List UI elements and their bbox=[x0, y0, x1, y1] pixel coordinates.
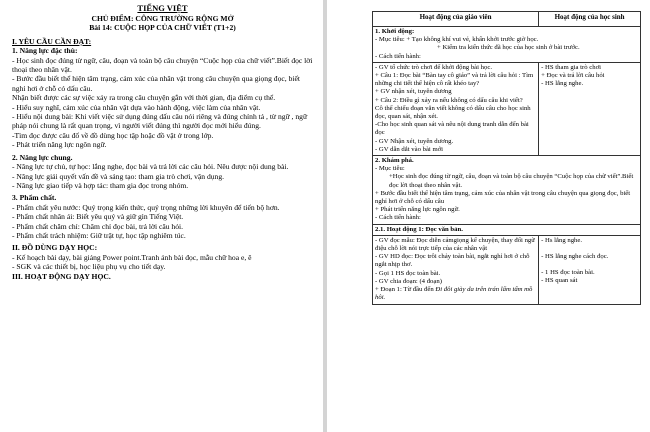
row-line: - HS lắng nghe. bbox=[541, 80, 584, 88]
subject-title: TIẾNG VIỆT bbox=[137, 3, 188, 13]
paragraph: - SGK và các thiết bị, học liệu phụ vụ cho tiết dạy. bbox=[12, 262, 166, 272]
header-student: Hoạt động của học sinh bbox=[539, 12, 641, 27]
paragraph: - Phát triển năng lực ngôn ngữ. bbox=[12, 140, 107, 150]
table-header-row bbox=[373, 12, 641, 27]
theme-heading: CHỦ ĐIỂM: CÔNG TRƯỜNG RỘNG MỞ bbox=[91, 14, 234, 23]
row-line: - GV đọc mẫu: Đọc diễn cảmgiọng kể chuyện, thay đổi ngữ điệu chỗ lời nói trực tiếp của các nhân vật bbox=[375, 236, 535, 253]
row-line: - GV dẫn dắt vào bài mới bbox=[375, 145, 444, 153]
paragraph: - Kế hoạch bài dạy, bài giảng Power point.Tranh ảnh bài đọc, mẫu chữ hoa e, ê bbox=[12, 252, 252, 262]
cell-teacher bbox=[373, 62, 539, 155]
lesson-activity-table bbox=[372, 11, 641, 305]
paragraph-label: + Đoạn 1: Từ đầu đến bbox=[375, 286, 434, 294]
paragraph: - Hiểu nội dung bài: Khi viết việc sử dụng đúng dấu câu nói riêng và đúng chính tả , từ ngữ , ngữ pháp nói chung là rất quan trọng, vì người viết đúng thì người đọc mới hiểu đúng. bbox=[12, 112, 308, 131]
lesson-heading: Bài 14: CUỘC HỌP CỦA CHỮ VIẾT (T1+2) bbox=[89, 23, 236, 33]
row-line: + Bước đầu biết thể hiện tâm trạng, cảm xúc của nhân vật trong câu chuyện qua giọng đọc, biết nghỉ hơi ở chỗ có dấu câu bbox=[375, 189, 631, 206]
row-line: - HS quan sát bbox=[541, 277, 578, 285]
document-page-right bbox=[327, 0, 650, 432]
row-title: 2. Khám phá. bbox=[375, 157, 414, 165]
row-line: - Cách tiến hành: bbox=[375, 52, 421, 60]
row-line: - Cách tiến hành: bbox=[375, 214, 421, 222]
table-row bbox=[373, 224, 641, 235]
paragraph: - Phẩm chất chăm chỉ: Chăm chỉ đọc bài, trả lời câu hỏi. bbox=[12, 221, 184, 231]
table-row bbox=[373, 235, 641, 304]
table-row bbox=[373, 156, 641, 225]
row-line: - GV tổ chức trò chơi để khởi động bài học. bbox=[375, 63, 492, 71]
row-line: -Cho học sinh quan sát và nêu nội dung tranh dẫn đến bài đọc bbox=[375, 121, 529, 137]
row-line: + Kiểm tra kiến thức đã học của học sinh ở bài trước. bbox=[437, 44, 580, 52]
row-line: +Học sinh đọc đúng từ ngữ, câu, đoạn và toàn bộ câu chuyện “Cuộc họp của chữ viết”.Biết đọc lời thoại theo nhân vật. bbox=[389, 173, 634, 189]
paragraph: - Năng lực giao tiếp và hợp tác: tham gia đọc trong nhóm. bbox=[12, 180, 189, 190]
paragraph: - Phẩm chất yêu nước: Quý trọng kiến thức, quý trọng những lời khuyên để tiến bộ hơn. bbox=[12, 202, 280, 212]
row-line: + Phát triển năng lực ngôn ngữ. bbox=[375, 206, 460, 214]
paragraph: - Phẩm chất trách nhiệm: Giữ trật tự, học tập nghiêm túc. bbox=[12, 230, 186, 240]
row-activity-title: 2.1. Hoạt động 1: Đọc văn bản. bbox=[373, 224, 641, 235]
row-line: - Mục tiêu: + Tạo không khí vui vẻ, khấn khởi trước giờ học. bbox=[375, 36, 539, 44]
cell-student bbox=[539, 235, 641, 304]
row-line bbox=[375, 286, 536, 302]
cell-student bbox=[539, 62, 641, 155]
subsection-qualities: 3. Phẩm chất. bbox=[12, 193, 57, 203]
row-line: - Mục tiêu: bbox=[375, 165, 405, 173]
row-explore-objectives bbox=[373, 156, 641, 225]
paragraph: - Phẩm chất nhân ái: Biết yêu quý và giữ gìn Tiếng Việt. bbox=[12, 212, 184, 222]
row-line: + Câu 2: Điều gì xảy ra nếu không có dấu câu khi viết? bbox=[375, 96, 523, 104]
row-line: - 1 HS đọc toàn bài. bbox=[541, 269, 595, 277]
table-row bbox=[373, 62, 641, 155]
paragraph: Nhận biết được các sự việc xảy ra trong câu chuyện gắn với thời gian, địa điểm cụ thể. bbox=[12, 93, 276, 103]
paragraph: - Năng lực tự chủ, tự học: lắng nghe, đọc bài và trả lời các câu hỏi. Nêu được nội dung bài. bbox=[12, 162, 289, 172]
document-page-left bbox=[0, 0, 323, 432]
paragraph-excerpt: Đi đôi giày da trên trán lấm tấm mồ hôi. bbox=[375, 286, 533, 302]
row-line: + Câu 1: Đọc bài “Bàn tay cô giáo” và trả lời câu hỏi : Tìm những chi tiết thể hiện cô rất khéo tay? bbox=[375, 72, 534, 88]
row-line: Cô thể chiếu đoạn văn viết không có dấu câu cho học sinh đọc, quan sát, nhận xét. bbox=[375, 104, 531, 121]
paragraph: - Bước đầu biết thể hiện tâm trạng, cảm xúc của nhân vật trong câu chuyện qua giọng đọc, biết nghỉ hơi ở chỗ có dấu câu. bbox=[12, 74, 300, 93]
row-warmup-objectives bbox=[373, 27, 641, 63]
row-line: - HS tham gia trò chơi bbox=[541, 63, 601, 71]
row-line: - GV Nhận xét, tuyên dương. bbox=[375, 137, 454, 145]
row-line: + Đọc và trả lời câu hỏi bbox=[541, 72, 605, 80]
subsection-general: 2. Năng lực chung. bbox=[12, 152, 73, 162]
row-line: - HS lắng nghe cách đọc. bbox=[541, 253, 609, 261]
row-line: - GV chia đoạn: (4 đoạn) bbox=[375, 277, 442, 285]
row-line: - GV HD đọc: Đọc trôi chảy toàn bài, ngắt nghỉ hơi ở chỗ ngắt nhịp thơ. bbox=[375, 253, 530, 269]
header-teacher: Hoạt động của giáo viên bbox=[373, 12, 539, 27]
row-title: 1. Khởi động: bbox=[375, 28, 415, 35]
paragraph: - Hiểu suy nghĩ, cảm xúc của nhân vật dựa vào hành động, việc làm của nhân vật. bbox=[12, 102, 261, 112]
row-line: - Hs lắng nghe. bbox=[541, 236, 583, 244]
subsection-specific: 1. Năng lực đặc thù: bbox=[12, 46, 78, 56]
row-line: - Gọi 1 HS đọc toàn bài. bbox=[375, 269, 441, 277]
cell-teacher bbox=[373, 235, 539, 304]
table-row bbox=[373, 27, 641, 63]
paragraph: -Tìm đọc được câu đố về đồ dùng học tập hoặc đồ vật ở trong lớp. bbox=[12, 130, 214, 140]
paragraph: - Học sinh đọc đúng từ ngữ, câu, đoạn và toàn bộ câu chuyện “Cuộc họp của chữ viết”.Biết đọc lời thoại theo nhân vật. bbox=[12, 55, 313, 75]
section-materials: II. ĐỒ DÙNG DẠY HỌC: bbox=[12, 243, 98, 253]
section-activities: III. HOẠT ĐỘNG DẠY HỌC. bbox=[12, 271, 111, 281]
paragraph: - Năng lực giải quyết vấn đề và sáng tạo: tham gia trò chơi, vận dụng. bbox=[12, 171, 225, 181]
section-requirements: I. YÊU CẦU CẦN ĐẠT: bbox=[12, 36, 92, 46]
row-line: + GV nhận xét, tuyên dương bbox=[375, 88, 452, 96]
